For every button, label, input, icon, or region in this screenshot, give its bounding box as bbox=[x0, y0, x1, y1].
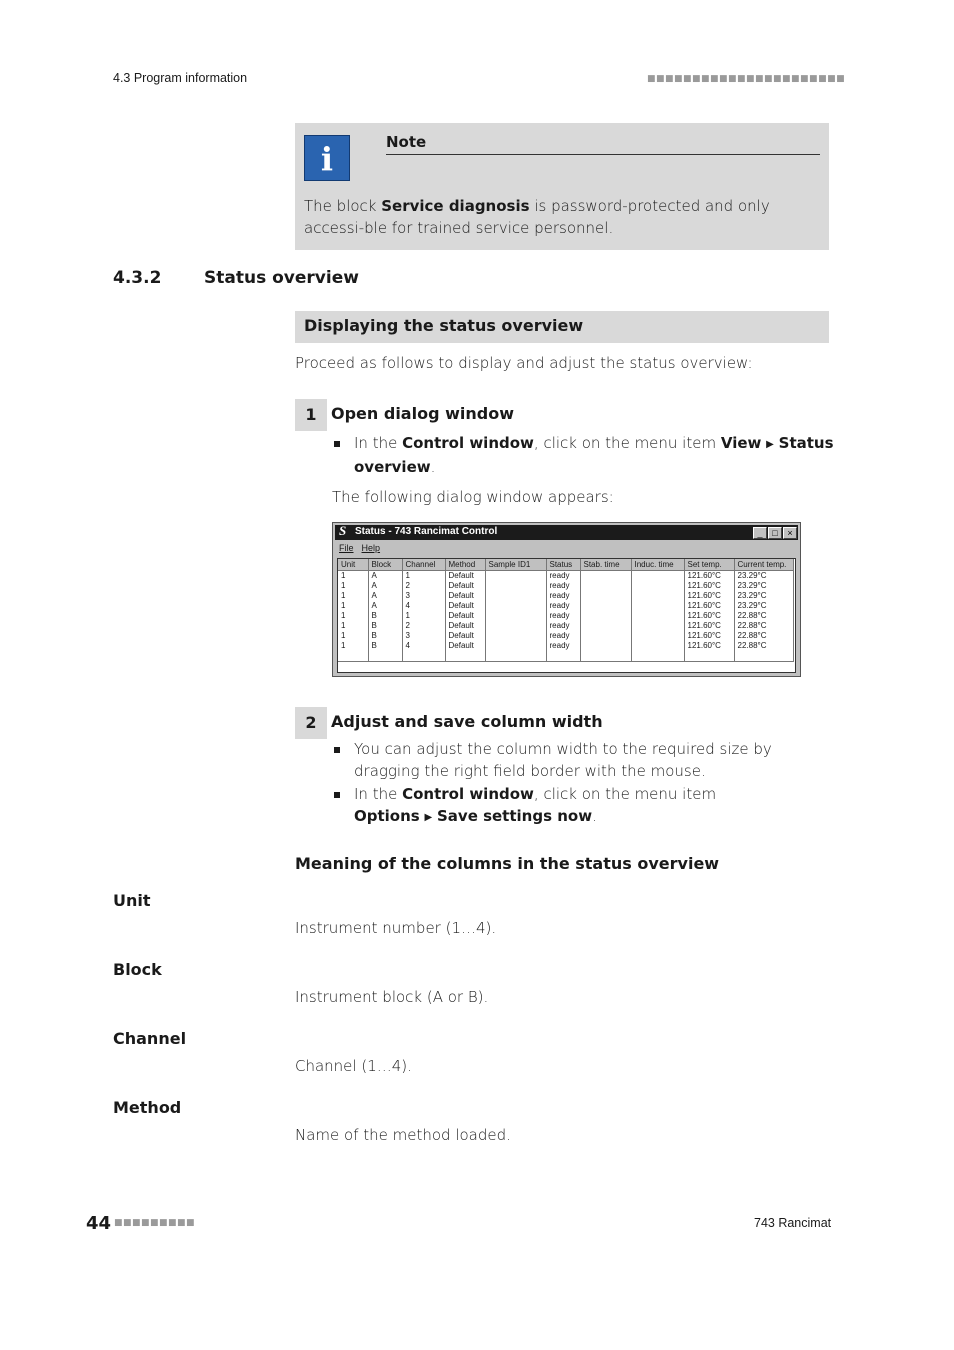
table-cell: 121.60°C bbox=[684, 611, 734, 621]
app-logo-icon: S bbox=[339, 523, 347, 538]
table-cell bbox=[485, 611, 546, 621]
step-instruction: In the Control window, click on the menu item View ▶ Status overview. bbox=[354, 434, 834, 476]
table-cell bbox=[631, 611, 684, 621]
table-row[interactable] bbox=[338, 641, 793, 651]
note-box bbox=[295, 123, 829, 250]
bullet-icon bbox=[334, 792, 340, 798]
term-method: Method bbox=[113, 1098, 182, 1117]
table-cell: ready bbox=[546, 631, 580, 641]
table-cell bbox=[485, 641, 546, 651]
bullet-icon bbox=[334, 441, 340, 447]
table-cell: 23.29°C bbox=[734, 601, 793, 611]
arrow-right-icon: ▶ bbox=[424, 812, 433, 823]
step-instruction: You can adjust the column width to the required size by dragging the right field border with the mouse. bbox=[354, 740, 772, 780]
header-decoration: ■■■■■■■■■■■■■■■■■■■■■■ bbox=[647, 74, 846, 84]
table-cell: 121.60°C bbox=[684, 581, 734, 591]
table-row[interactable] bbox=[338, 591, 793, 601]
table-cell bbox=[631, 601, 684, 611]
intro-text: Proceed as follows to display and adjust the status overview: bbox=[295, 354, 753, 372]
table-cell: 1 bbox=[338, 631, 368, 641]
column-header[interactable]: Current temp. bbox=[734, 559, 793, 571]
desc-channel: Channel (1…4). bbox=[295, 1057, 412, 1075]
footer-decoration: ■■■■■■■■■ bbox=[114, 1218, 196, 1228]
column-header[interactable]: Channel bbox=[402, 559, 445, 571]
column-header[interactable]: Set temp. bbox=[684, 559, 734, 571]
table-cell: 1 bbox=[338, 581, 368, 591]
status-dialog bbox=[332, 522, 801, 677]
table-cell bbox=[631, 631, 684, 641]
bullet-icon bbox=[334, 747, 340, 753]
table-row[interactable] bbox=[338, 611, 793, 621]
table-cell bbox=[580, 611, 631, 621]
step-number: 1 bbox=[295, 399, 327, 431]
step-instruction: In the Control window, click on the menu item Options ▶ Save settings now. bbox=[354, 785, 717, 825]
info-icon: i bbox=[304, 135, 350, 181]
empty-cell bbox=[580, 651, 631, 662]
followup-text: The following dialog window appears: bbox=[332, 488, 614, 506]
status-table bbox=[337, 558, 796, 673]
empty-cell bbox=[338, 651, 368, 662]
table-cell: 23.29°C bbox=[734, 581, 793, 591]
table-cell: ready bbox=[546, 591, 580, 601]
table-cell: ready bbox=[546, 601, 580, 611]
table-cell bbox=[580, 601, 631, 611]
table-cell: Default bbox=[445, 591, 485, 601]
table-cell: 121.60°C bbox=[684, 641, 734, 651]
empty-cell bbox=[734, 651, 793, 662]
table-cell bbox=[485, 601, 546, 611]
table-cell: ready bbox=[546, 641, 580, 651]
desc-method: Name of the method loaded. bbox=[295, 1126, 511, 1144]
menu-help[interactable]: Help bbox=[361, 543, 381, 553]
minimize-icon[interactable]: _ bbox=[753, 527, 767, 539]
table-cell: B bbox=[368, 631, 402, 641]
table-row[interactable] bbox=[338, 621, 793, 631]
table-cell: B bbox=[368, 641, 402, 651]
menu-file[interactable]: File bbox=[339, 543, 354, 553]
column-header[interactable]: Sample ID1 bbox=[485, 559, 546, 571]
table-cell: 2 bbox=[402, 621, 445, 631]
table-cell: ready bbox=[546, 581, 580, 591]
table-cell: 22.88°C bbox=[734, 631, 793, 641]
table-cell bbox=[485, 571, 546, 582]
table-cell: A bbox=[368, 591, 402, 601]
table-cell bbox=[580, 641, 631, 651]
table-cell: 23.29°C bbox=[734, 591, 793, 601]
step-title: Open dialog window bbox=[331, 404, 514, 423]
section-number: 4.3.2 bbox=[113, 268, 162, 288]
product-name: 743 Rancimat bbox=[754, 1216, 832, 1230]
table-cell: Default bbox=[445, 571, 485, 582]
table-cell: 121.60°C bbox=[684, 631, 734, 641]
term-block: Block bbox=[113, 960, 162, 979]
table-cell bbox=[580, 581, 631, 591]
table-row[interactable] bbox=[338, 631, 793, 641]
subsection-box bbox=[295, 311, 829, 343]
table-cell: 121.60°C bbox=[684, 571, 734, 582]
meaning-heading: Meaning of the columns in the status overview bbox=[295, 854, 720, 873]
maximize-icon[interactable]: □ bbox=[768, 527, 782, 539]
table-cell: 1 bbox=[402, 571, 445, 582]
empty-row bbox=[338, 651, 793, 662]
dialog-title: Status - 743 Rancimat Control bbox=[355, 526, 498, 537]
column-header[interactable]: Status bbox=[546, 559, 580, 571]
table-cell: 121.60°C bbox=[684, 591, 734, 601]
note-text: The block Service diagnosis is password-protected and only accessi-ble for trained service personnel. bbox=[304, 197, 770, 237]
table-cell: B bbox=[368, 621, 402, 631]
column-header[interactable]: Induc. time bbox=[631, 559, 684, 571]
table-cell: A bbox=[368, 601, 402, 611]
running-header: 4.3 Program information bbox=[113, 71, 248, 85]
table-cell: 3 bbox=[402, 631, 445, 641]
table-cell: 4 bbox=[402, 641, 445, 651]
table-cell bbox=[631, 641, 684, 651]
table-cell bbox=[485, 591, 546, 601]
table-cell bbox=[631, 571, 684, 582]
desc-block: Instrument block (A or B). bbox=[295, 988, 489, 1006]
table-cell bbox=[580, 591, 631, 601]
section-title: Status overview bbox=[204, 268, 359, 288]
table-cell bbox=[631, 621, 684, 631]
empty-cell bbox=[485, 651, 546, 662]
table-row[interactable] bbox=[338, 581, 793, 591]
table-cell bbox=[580, 571, 631, 582]
step-number: 2 bbox=[295, 707, 327, 739]
table-cell: Default bbox=[445, 641, 485, 651]
table-cell bbox=[485, 631, 546, 641]
close-icon[interactable]: × bbox=[783, 527, 797, 539]
table-cell: Default bbox=[445, 631, 485, 641]
table-cell: Default bbox=[445, 621, 485, 631]
step-title: Adjust and save column width bbox=[331, 712, 603, 731]
column-header[interactable]: Unit bbox=[338, 559, 368, 571]
note-title: Note bbox=[386, 133, 820, 155]
table-cell: ready bbox=[546, 571, 580, 582]
table-cell: 23.29°C bbox=[734, 571, 793, 582]
table-cell: 2 bbox=[402, 581, 445, 591]
empty-cell bbox=[368, 651, 402, 662]
column-header[interactable]: Stab. time bbox=[580, 559, 631, 571]
table-cell: 1 bbox=[338, 641, 368, 651]
table-cell: 22.88°C bbox=[734, 621, 793, 631]
table-cell: 121.60°C bbox=[684, 601, 734, 611]
term-channel: Channel bbox=[113, 1029, 187, 1048]
table-cell bbox=[580, 621, 631, 631]
table-cell: 1 bbox=[402, 611, 445, 621]
column-header[interactable]: Block bbox=[368, 559, 402, 571]
table-cell bbox=[485, 581, 546, 591]
empty-cell bbox=[631, 651, 684, 662]
subsection-title: Displaying the status overview bbox=[304, 316, 584, 335]
table-row[interactable] bbox=[338, 601, 793, 611]
page-number: 44 bbox=[86, 1213, 112, 1234]
table-cell: 1 bbox=[338, 601, 368, 611]
empty-cell bbox=[546, 651, 580, 662]
table-cell: B bbox=[368, 611, 402, 621]
table-cell: ready bbox=[546, 621, 580, 631]
column-header[interactable]: Method bbox=[445, 559, 485, 571]
table-row[interactable] bbox=[338, 571, 793, 582]
dialog-menubar bbox=[339, 543, 388, 553]
table-cell bbox=[631, 591, 684, 601]
table-cell: Default bbox=[445, 601, 485, 611]
table-cell bbox=[485, 621, 546, 631]
dialog-titlebar bbox=[335, 525, 798, 540]
table-cell: 4 bbox=[402, 601, 445, 611]
table-cell: Default bbox=[445, 611, 485, 621]
table-cell: 3 bbox=[402, 591, 445, 601]
table-cell: 1 bbox=[338, 611, 368, 621]
empty-cell bbox=[445, 651, 485, 662]
table-cell: A bbox=[368, 581, 402, 591]
arrow-right-icon: ▶ bbox=[766, 439, 774, 450]
table-cell bbox=[631, 581, 684, 591]
table-cell: 22.88°C bbox=[734, 611, 793, 621]
table-cell: A bbox=[368, 571, 402, 582]
empty-cell bbox=[402, 651, 445, 662]
table-cell: 22.88°C bbox=[734, 641, 793, 651]
desc-unit: Instrument number (1…4). bbox=[295, 919, 497, 937]
table-cell: ready bbox=[546, 611, 580, 621]
table-cell: 1 bbox=[338, 621, 368, 631]
table-cell: 1 bbox=[338, 591, 368, 601]
table-cell: Default bbox=[445, 581, 485, 591]
term-unit: Unit bbox=[113, 891, 151, 910]
table-cell: 121.60°C bbox=[684, 621, 734, 631]
empty-cell bbox=[684, 651, 734, 662]
table-cell: 1 bbox=[338, 571, 368, 582]
table-cell bbox=[580, 631, 631, 641]
